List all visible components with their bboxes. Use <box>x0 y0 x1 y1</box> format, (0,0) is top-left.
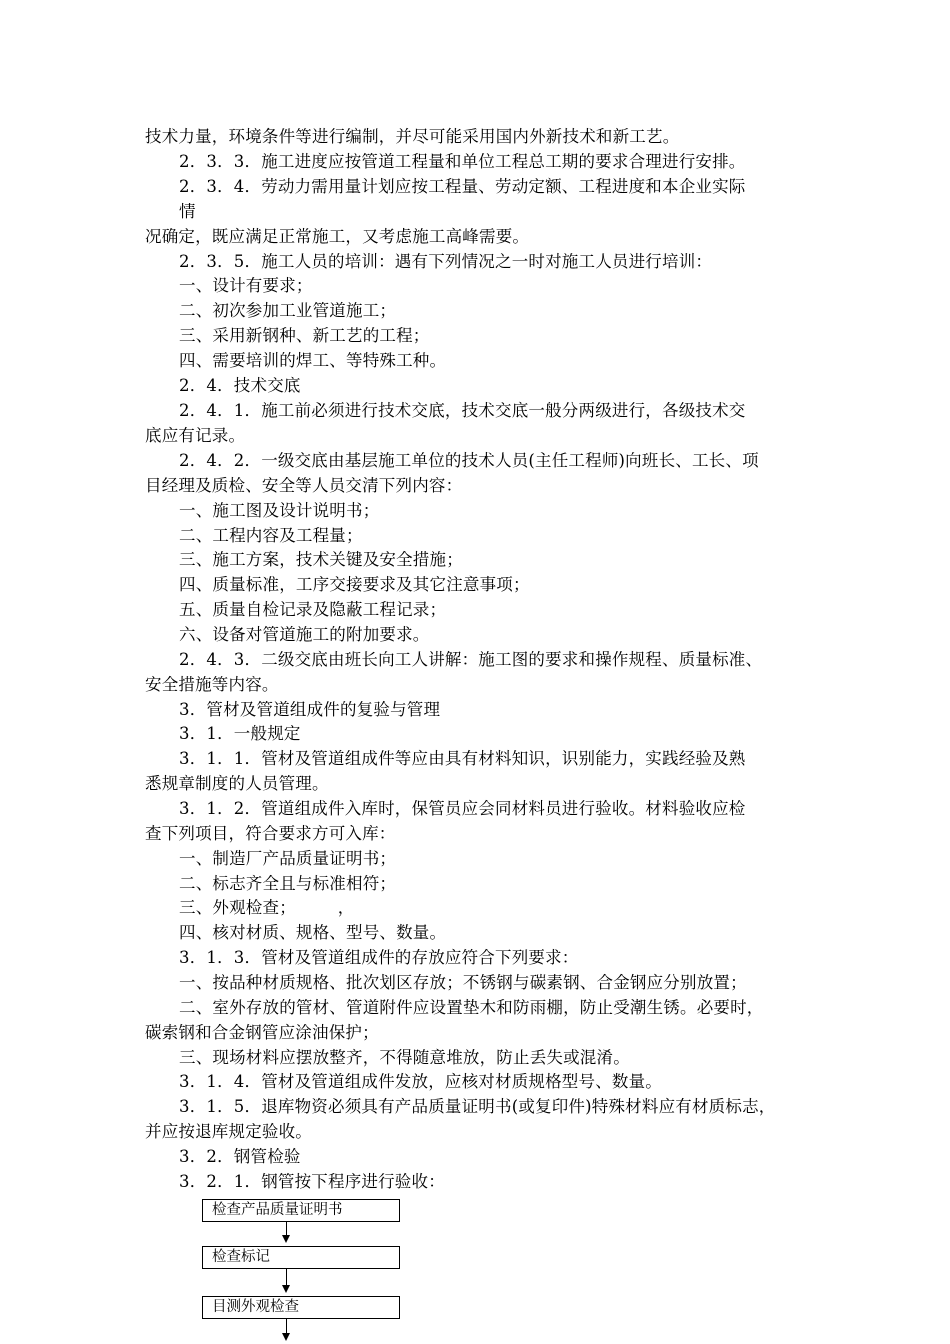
flow-step-box: 目测外观检查 <box>202 1296 400 1319</box>
section-heading: 3．1．一般规定 <box>179 724 301 743</box>
text-line: 目经理及质检、安全等人员交清下列内容： <box>145 476 463 495</box>
list-item: 三、施工方案，技术关键及安全措施； <box>179 550 463 569</box>
list-item: 三、现场材料应摆放整齐，不得随意堆放，防止丢失或混淆。 <box>179 1048 630 1067</box>
text-line: 3．2．1．钢管按下程序进行验收： <box>179 1172 445 1191</box>
text-line: 2．4．2．一级交底由基层施工单位的技术人员(主任工程师)向班长、工长、项 <box>179 451 759 470</box>
text-line: 并应按退库规定验收。 <box>145 1122 312 1141</box>
text-line: 情 <box>179 202 196 221</box>
text-line: 碳索钢和合金钢管应涂油保护； <box>145 1023 379 1042</box>
text-line: 2．3．5．施工人员的培训：遇有下列情况之一时对施工人员进行培训： <box>179 252 713 271</box>
list-item: 三、采用新钢种、新工艺的工程； <box>179 326 430 345</box>
text-line: 查下列项目，符合要求方可入库： <box>145 824 396 843</box>
list-item: 二、初次参加工业管道施工； <box>179 301 397 320</box>
list-item: 二、标志齐全且与标准相符； <box>179 874 397 893</box>
section-heading: 3．2．钢管检验 <box>179 1147 301 1166</box>
list-item: 四、质量标准，工序交接要求及其它注意事项； <box>179 575 530 594</box>
section-heading: 3．管材及管道组成件的复验与管理 <box>179 700 441 719</box>
text-line: 2．4．3．二级交底由班长向工人讲解：施工图的要求和操作规程、质量标准、 <box>179 650 763 669</box>
list-item: 二、工程内容及工程量； <box>179 526 363 545</box>
text-line: 2．4．1．施工前必须进行技术交底，技术交底一般分两级进行，各级技术交 <box>179 401 746 420</box>
list-item: 五、质量自检记录及隐蔽工程记录； <box>179 600 447 619</box>
text-line: 技术力量，环境条件等进行编制，并尽可能采用国内外新技术和新工艺。 <box>145 127 680 146</box>
text-line: 3．1．1．管材及管道组成件等应由具有材料知识，识别能力，实践经验及熟 <box>179 749 746 768</box>
list-item: 二、室外存放的管材、管道附件应设置垫木和防雨棚，防止受潮生锈。必要时， <box>179 998 764 1017</box>
list-item: 一、按品种材质规格、批次划区存放；不锈钢与碳素钢、合金钢应分别放置； <box>179 973 747 992</box>
flow-step-box: 检查标记 <box>202 1246 400 1269</box>
list-item: 一、施工图及设计说明书； <box>179 501 380 520</box>
text-line: 况确定，既应满足正常施工，又考虑施工高峰需要。 <box>145 227 530 246</box>
flow-step-box: 检查产品质量证明书 <box>202 1199 400 1222</box>
text-line: 2．3．3．施工进度应按管道工程量和单位工程总工期的要求合理进行安排。 <box>179 152 746 171</box>
section-heading: 2．4．技术交底 <box>179 376 301 395</box>
text-line: 3．1．2．管道组成件入库时，保管员应会同材料员进行验收。材料验收应检 <box>179 799 746 818</box>
text-line: 安全措施等内容。 <box>145 675 279 694</box>
text-line: 3．1．5．退库物资必须具有产品质量证明书(或复印件)特殊材料应有材质标志， <box>179 1097 776 1116</box>
list-item: 六、设备对管道施工的附加要求。 <box>179 625 430 644</box>
text-line: 3．1．3．管材及管道组成件的存放应符合下列要求： <box>179 948 579 967</box>
list-item: 一、制造厂产品质量证明书； <box>179 849 397 868</box>
list-item: 四、需要培训的焊工、等特殊工种。 <box>179 351 447 370</box>
list-item: 一、设计有要求； <box>179 276 313 295</box>
list-item: 四、核对材质、规格、型号、数量。 <box>179 923 447 942</box>
text-line: 底应有记录。 <box>145 426 246 445</box>
text-line: 2．3．4．劳动力需用量计划应按工程量、劳动定额、工程进度和本企业实际 <box>179 177 746 196</box>
list-item: 三、外观检查； ， <box>179 898 355 917</box>
text-line: 3．1．4．管材及管道组成件发放，应核对材质规格型号、数量。 <box>179 1072 662 1091</box>
text-line: 悉规章制度的人员管理。 <box>145 774 329 793</box>
